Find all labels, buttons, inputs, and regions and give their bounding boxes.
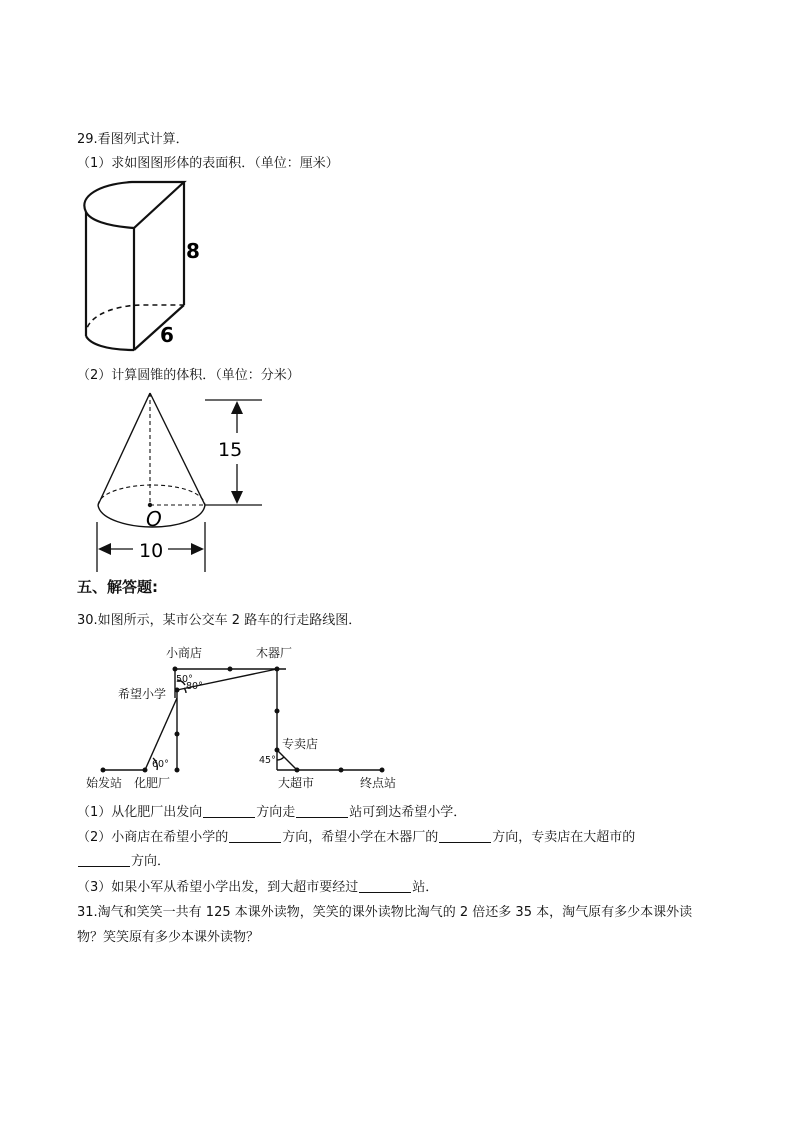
q30-p3-text-a: （3）如果小军从希望小学出发，到大超市要经过 <box>77 880 359 895</box>
cone-height-label: 15 <box>218 439 243 461</box>
q30-part3 <box>77 879 438 897</box>
q30-part1 <box>77 804 466 822</box>
answer-blank[interactable] <box>78 853 130 867</box>
answer-blank[interactable] <box>203 804 255 818</box>
label-angle-50: 50° <box>176 674 193 685</box>
q30-p3-text-b: 站． <box>412 880 439 895</box>
q29-sub1: （1）求如图图形体的表面积．（单位：厘米） <box>77 156 339 171</box>
label-small-shop: 小商店 <box>166 646 203 660</box>
q30-p2-text-d: 方向． <box>131 854 171 869</box>
label-wood-factory: 木器厂 <box>256 646 293 660</box>
label-start-station: 始发站 <box>86 776 123 790</box>
q29-title: 29.看图列式计算． <box>77 132 189 147</box>
q29-sub2: （2）计算圆锥的体积．（单位：分米） <box>77 368 300 383</box>
q30-part2-cont <box>77 853 170 871</box>
label-specialty-store: 专卖店 <box>282 737 319 751</box>
answer-blank[interactable] <box>296 804 348 818</box>
label-hope-school: 希望小学 <box>118 687 167 701</box>
answer-blank[interactable] <box>439 829 491 843</box>
label-angle-45: 45° <box>259 755 276 766</box>
fig1-height-label: 8 <box>186 239 200 263</box>
q30-p1-text-b: 方向走 <box>256 805 296 820</box>
q30-p2-text-a: （2）小商店在希望小学的 <box>77 830 229 845</box>
cone-center-label: O <box>146 507 162 531</box>
q30-p2-text-c: 方向，专卖店在大超市的 <box>492 830 636 845</box>
fig1-diameter-label: 6 <box>160 323 174 347</box>
q30-title: 30.如图所示，某市公交车 2 路车的行走路线图． <box>77 613 362 628</box>
answer-blank[interactable] <box>359 879 411 893</box>
label-angle-60: 60° <box>152 759 169 770</box>
q31-line1: 31.淘气和笑笑一共有 125 本课外读物，笑笑的课外读物比淘气的 2 倍还多 35 本，淘气原有多少本课外读 <box>77 905 693 920</box>
label-angle-80: 80° <box>186 681 203 692</box>
section-heading: 五、解答题: <box>77 578 158 596</box>
label-fertilizer-plant: 化肥厂 <box>134 776 171 790</box>
label-supermarket: 大超市 <box>278 776 315 790</box>
q30-p1-text-c: 站可到达希望小学． <box>349 805 467 820</box>
q30-p2-text-b: 方向，希望小学在木器厂的 <box>282 830 439 845</box>
label-terminal: 终点站 <box>360 776 397 790</box>
cone-diameter-label: 10 <box>139 540 164 562</box>
q30-p1-text-a: （1）从化肥厂出发向 <box>77 805 203 820</box>
q31-line2: 物？笑笑原有多少本课外读物？ <box>77 930 260 945</box>
answer-blank[interactable] <box>229 829 281 843</box>
q30-part2 <box>77 829 635 847</box>
